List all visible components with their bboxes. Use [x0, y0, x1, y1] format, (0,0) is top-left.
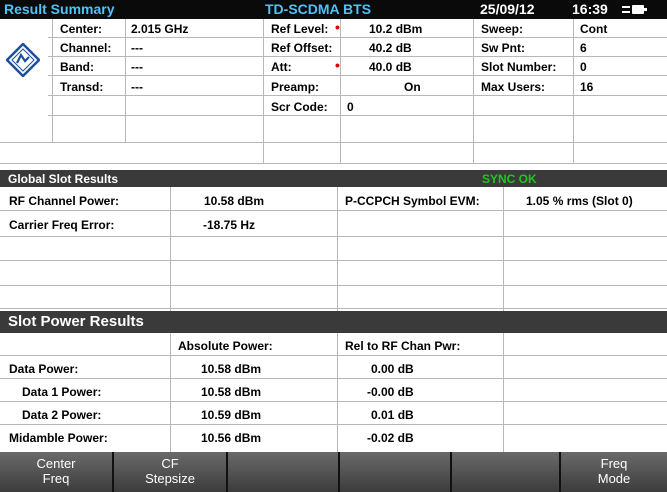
sw-pnt-value: 6: [580, 41, 587, 55]
transd-label: Transd:: [60, 80, 104, 94]
max-users-value: 16: [580, 80, 594, 94]
global-slot-results-header: [0, 170, 667, 187]
softkey-bar: [0, 452, 667, 492]
ref-offset-label: Ref Offset:: [271, 41, 333, 55]
table-row-label: RF Channel Power:: [9, 194, 120, 208]
sweep-value: Cont: [580, 22, 608, 36]
slot-number-value: 0: [580, 60, 587, 74]
softkey-center-freq[interactable]: Center Freq: [0, 452, 114, 492]
ref-level-value: 10.2 dBm: [369, 22, 423, 36]
section-title: Global Slot Results: [8, 172, 119, 186]
softkey-freq-mode[interactable]: Freq Mode: [561, 452, 667, 492]
table-row-value: -0.02 dB: [367, 431, 414, 445]
table-row-value: 10.58 dBm: [201, 385, 262, 399]
settings-panel: [0, 19, 667, 164]
att-marker: •: [335, 57, 340, 73]
column-header-absolute: Absolute Power:: [178, 339, 273, 353]
softkey-4[interactable]: [340, 452, 452, 492]
table-row-label: Data Power:: [9, 362, 79, 376]
preamp-value: On: [404, 80, 421, 94]
table-row-value: 10.59 dBm: [201, 408, 262, 422]
table-row-value: 0.01 dB: [371, 408, 414, 422]
softkey-cf-stepsize[interactable]: CF Stepsize: [114, 452, 228, 492]
measurement-mode: TD-SCDMA BTS: [265, 1, 372, 17]
max-users-label: Max Users:: [481, 80, 546, 94]
sweep-label: Sweep:: [481, 22, 524, 36]
table-row-value: -0.00 dB: [367, 385, 414, 399]
ref-level-label: Ref Level:: [271, 22, 329, 36]
table-row-label: Data 1 Power:: [22, 385, 102, 399]
table-row-label: Midamble Power:: [9, 431, 108, 445]
battery-icon: [622, 5, 648, 14]
scr-code-value: 0: [347, 100, 354, 114]
center-value: 2.015 GHz: [131, 22, 189, 36]
table-row-value: 1.05 % rms (Slot 0): [526, 194, 633, 208]
screen-title: Result Summary: [4, 1, 115, 17]
center-label: Center:: [60, 22, 103, 36]
att-value: 40.0 dB: [369, 60, 412, 74]
section-title: Slot Power Results: [8, 313, 144, 330]
table-row-value: -18.75 Hz: [203, 218, 256, 232]
date-display: 25/09/12: [480, 1, 535, 17]
table-row-value: 10.58 dBm: [201, 362, 262, 376]
table-row-value: 0.00 dB: [371, 362, 414, 376]
ref-level-marker: •: [335, 19, 340, 35]
channel-label: Channel:: [60, 41, 112, 55]
ref-offset-value: 40.2 dB: [369, 41, 412, 55]
rohde-schwarz-logo: [6, 43, 40, 77]
slot-number-label: Slot Number:: [481, 60, 557, 74]
band-label: Band:: [60, 60, 94, 74]
att-label: Att:: [271, 60, 292, 74]
slot-power-results-header: [0, 311, 667, 333]
table-row-label: Data 2 Power:: [22, 408, 102, 422]
softkey-3[interactable]: [228, 452, 340, 492]
preamp-label: Preamp:: [271, 80, 320, 94]
transd-value: ---: [131, 80, 143, 94]
sw-pnt-label: Sw Pnt:: [481, 41, 525, 55]
scr-code-label: Scr Code:: [271, 100, 328, 114]
band-value: ---: [131, 60, 143, 74]
softkey-5[interactable]: [452, 452, 561, 492]
title-bar: [0, 0, 667, 19]
table-row-value: 10.58 dBm: [204, 194, 265, 208]
table-row-value: 10.56 dBm: [201, 431, 262, 445]
time-display: 16:39: [572, 1, 608, 17]
channel-value: ---: [131, 41, 143, 55]
table-row-label: P-CCPCH Symbol EVM:: [345, 194, 480, 208]
sync-status: SYNC OK: [482, 172, 537, 186]
table-row-label: Carrier Freq Error:: [9, 218, 115, 232]
column-header-relative: Rel to RF Chan Pwr:: [345, 339, 461, 353]
